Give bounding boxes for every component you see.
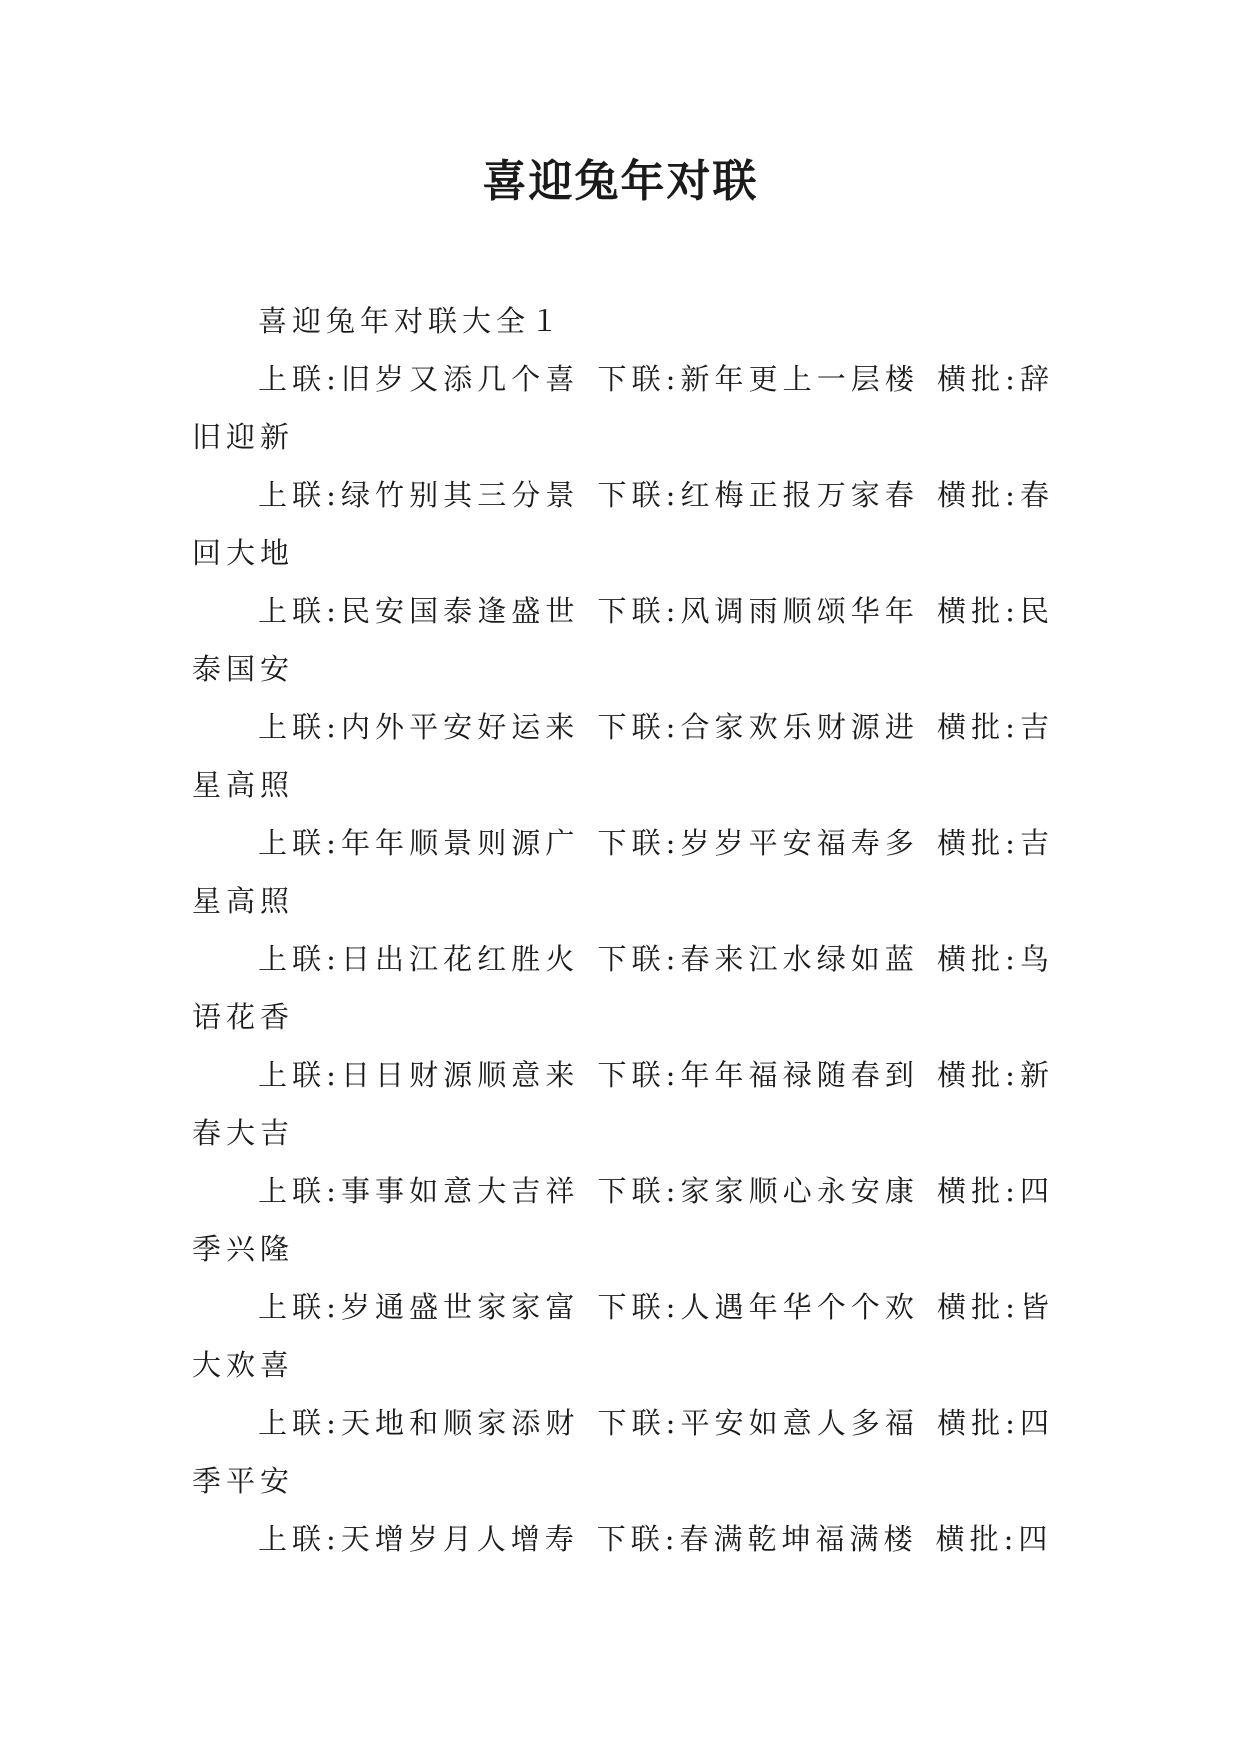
lower-line: 下联:新年更上一层楼	[597, 362, 919, 396]
upper-line: 上联:事事如意大吉祥	[258, 1174, 580, 1208]
lower-line: 下联:家家顺心永安康	[597, 1174, 919, 1208]
couplet-paragraph	[192, 466, 1054, 582]
upper-line: 上联:天增岁月人增寿	[258, 1522, 579, 1556]
document-body	[192, 292, 1054, 1568]
upper-line: 上联:绿竹别其三分景	[258, 478, 580, 512]
section-heading: 喜迎兔年对联大全１	[258, 304, 565, 338]
lower-line: 下联:红梅正报万家春	[597, 478, 919, 512]
upper-line: 上联:旧岁又添几个喜	[258, 362, 580, 396]
upper-line: 上联:内外平安好运来	[258, 710, 580, 744]
couplet-paragraph	[192, 350, 1054, 466]
couplet-paragraph	[192, 1394, 1054, 1510]
couplet-paragraph	[192, 582, 1054, 698]
lower-line: 下联:合家欢乐财源进	[597, 710, 919, 744]
horizontal-line: 横批:吉星高照	[192, 710, 1054, 802]
couplet-paragraph	[192, 930, 1054, 1046]
horizontal-line: 横批:四季兴隆	[192, 1174, 1054, 1266]
document-title: 喜迎兔年对联	[482, 156, 759, 207]
horizontal-line: 横批:吉星高照	[192, 826, 1054, 918]
lower-line: 下联:平安如意人多福	[597, 1406, 919, 1440]
couplet-paragraph	[192, 1510, 1054, 1568]
horizontal-line: 横批:鸟语花香	[192, 942, 1054, 1034]
upper-line: 上联:岁通盛世家家富	[258, 1290, 580, 1324]
upper-line: 上联:日出江花红胜火	[258, 942, 580, 976]
horizontal-line: 横批:四	[935, 1522, 1053, 1556]
upper-line: 上联:民安国泰逢盛世	[258, 594, 580, 628]
lower-line: 下联:风调雨顺颂华年	[597, 594, 919, 628]
couplet-paragraph	[192, 1046, 1054, 1162]
couplet-paragraph	[192, 698, 1054, 814]
lower-line: 下联:春满乾坤福满楼	[596, 1522, 918, 1556]
couplet-paragraph	[192, 1162, 1054, 1278]
upper-line: 上联:年年顺景则源广	[258, 826, 580, 860]
horizontal-line: 横批:辞旧迎新	[192, 362, 1054, 454]
lower-line: 下联:年年福禄随春到	[597, 1058, 919, 1092]
horizontal-line: 横批:民泰国安	[192, 594, 1054, 686]
lower-line: 下联:春来江水绿如蓝	[597, 942, 919, 976]
upper-line: 上联:日日财源顺意来	[258, 1058, 580, 1092]
horizontal-line: 横批:新春大吉	[192, 1058, 1054, 1150]
upper-line: 上联:天地和顺家添财	[258, 1406, 580, 1440]
horizontal-line: 横批:四季平安	[192, 1406, 1054, 1498]
horizontal-line: 横批:春回大地	[192, 478, 1054, 570]
couplet-paragraph	[192, 814, 1054, 930]
couplet-paragraph	[192, 1278, 1054, 1394]
lower-line: 下联:人遇年华个个欢	[597, 1290, 919, 1324]
lower-line: 下联:岁岁平安福寿多	[597, 826, 919, 860]
horizontal-line: 横批:皆大欢喜	[192, 1290, 1054, 1382]
